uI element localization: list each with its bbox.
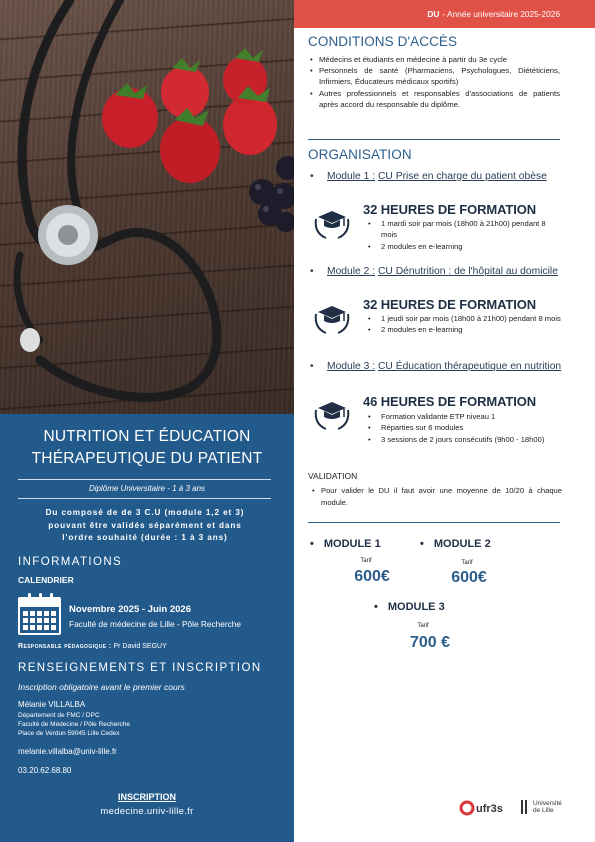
module-1-title (310, 169, 562, 185)
module-2-title (310, 264, 562, 280)
list-item: • 2 modules en e-learning (363, 324, 561, 335)
contact-email-link[interactable]: melanie.villalba@univ-lille.fr (18, 747, 117, 756)
responsable-name: Pr David SEGUY (113, 643, 167, 650)
list-item: • Formation validante ETP niveau 1 (363, 411, 561, 422)
module-3-details (363, 411, 561, 445)
module-number: Module 3 : (327, 361, 376, 372)
header-badge: DU (427, 9, 440, 19)
pricing-module-2-price: 600€ (451, 569, 487, 586)
contact-phone: 03.20.62.68.80 (18, 766, 72, 775)
responsable (18, 643, 167, 650)
pricing-module-1-label: • MODULE 1 (310, 538, 381, 550)
module-name: CU Dénutrition : de l'hôpital au domicile (377, 266, 558, 277)
module-number: Module 2 : (327, 266, 376, 277)
ufr3s-logo-text: ufr3s (476, 803, 503, 815)
composition-line1: Du composé de de 3 C.U (module 1,2 et 3) (45, 508, 245, 517)
module-1-details (363, 218, 561, 252)
divider (18, 479, 271, 480)
program-title-line1: NUTRITION ET ÉDUCATION (43, 428, 251, 445)
organisation-heading: ORGANISATION (308, 147, 412, 162)
pricing-module-3-label: • MODULE 3 (374, 601, 445, 613)
universite-lille-logo (520, 799, 562, 815)
responsable-label: Responsable pédagogique : (18, 643, 112, 650)
calendar-heading: CALENDRIER (18, 575, 74, 585)
graduation-cap-icon (310, 205, 354, 241)
list-item: • Réparties sur 6 modules (363, 422, 561, 433)
module-1-hours: 32 HEURES DE FORMATION (363, 202, 537, 217)
hero-photo (0, 0, 294, 414)
pricing-tarif-label: Tarif (461, 560, 473, 566)
list-item: • 1 mardi soir par mois (18h00 à 21h00) pendant 8 mois (363, 218, 561, 241)
conditions-list (308, 54, 560, 110)
program-dates: Novembre 2025 - Juin 2026 (69, 604, 191, 615)
list-item: • Pour valider le DU il faut avoir une moyenne de 10/20 à chaque module. (310, 485, 562, 509)
composition-note (18, 507, 272, 545)
program-title (0, 426, 294, 470)
header-bar (294, 0, 595, 28)
conditions-heading: CONDITIONS D'ACCÈS (308, 34, 458, 49)
contact-faculty: Faculté de Médecine / Pôle Recherche (18, 720, 131, 728)
validation-heading: VALIDATION (308, 471, 358, 481)
list-item: • 1 jeudi soir par mois (18h00 à 21h00) pendant 8 mois (363, 313, 561, 324)
divider (18, 498, 271, 499)
list-item: • Personnels de santé (Pharmaciens, Psychologues, Diététiciens, Infirmiers, Éducateurs médicaux sportifs) (308, 65, 560, 87)
program-location: Faculté de médecine de Lille - Pôle Recherche (69, 619, 242, 629)
module-2-hours: 32 HEURES DE FORMATION (363, 297, 537, 312)
pricing-tarif-label: Tarif (360, 558, 372, 564)
inscription-link[interactable]: medecine.univ-lille.fr (100, 806, 194, 817)
module-3-hours: 46 HEURES DE FORMATION (363, 394, 537, 409)
contact-name: Mélanie VILLALBA (18, 700, 86, 709)
list-item: • Autres professionnels et responsables d'associations de patients après accord du responsable du diplôme. (308, 88, 560, 110)
list-item: • Médecins et étudiants en médecine à partir du 3e cycle (308, 54, 560, 65)
info-panel (0, 414, 294, 842)
informations-heading: INFORMATIONS (18, 556, 123, 568)
contact-block (18, 700, 130, 738)
divider (308, 522, 560, 523)
pricing-tarif-label: Tarif (417, 623, 429, 629)
list-item: • 2 modules en e-learning (363, 241, 561, 252)
header-year: - Année universitaire 2025-2026 (442, 9, 560, 19)
composition-line3: l'ordre souhaité (durée : 1 à 3 ans) (62, 533, 228, 542)
validation-text (310, 485, 562, 509)
pricing-module-3-price: 700 € (409, 634, 451, 651)
divider (308, 139, 560, 140)
module-3-title (310, 359, 562, 375)
module-number: Module 1 : (327, 171, 376, 182)
calendar-icon (18, 597, 61, 635)
contact-department: Département de FMC / DPC (18, 711, 100, 719)
program-subtitle: Diplôme Universitaire - 1 à 3 ans (88, 484, 206, 493)
program-title-line2: THÉRAPEUTIQUE DU PATIENT (31, 450, 263, 467)
graduation-cap-icon (310, 300, 354, 336)
module-2-details (363, 313, 561, 336)
registration-note: Inscription obligatoire avant le premier cours (18, 682, 185, 692)
pricing-module-1-price: 600€ (354, 568, 390, 585)
list-item: • 3 sessions de 2 jours consécutifs (9h00 - 18h00) (363, 434, 561, 445)
renseignements-heading: RENSEIGNEMENTS ET INSCRIPTION (18, 662, 262, 674)
pricing-module-2-label: • MODULE 2 (420, 538, 491, 550)
contact-address: Place de Verdun 59045 Lille Cedex (18, 729, 120, 737)
module-name: CU Prise en charge du patient obèse (377, 171, 547, 182)
graduation-cap-icon (310, 396, 354, 432)
inscription-label: INSCRIPTION (117, 792, 176, 802)
ufr3s-logo (459, 799, 507, 819)
composition-line2: pouvant être validés séparément et dans (48, 520, 242, 530)
universite-logo-line1: Université (533, 799, 562, 807)
universite-logo-line2: de Lille (533, 807, 554, 814)
module-name: CU Éducation thérapeutique en nutrition (377, 361, 562, 372)
